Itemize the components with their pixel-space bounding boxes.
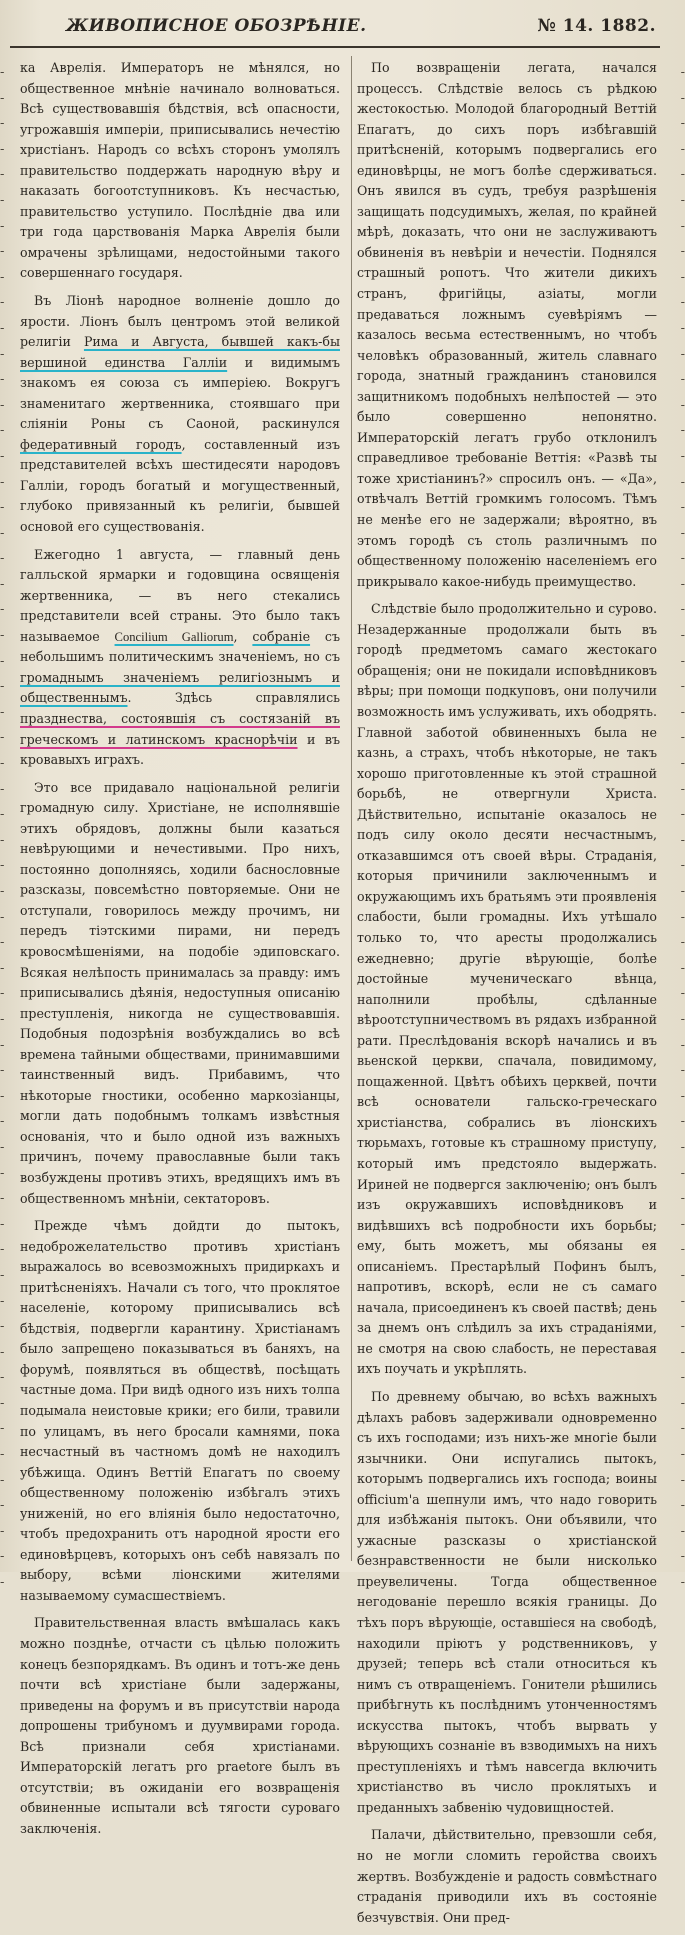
paragraph: Палачи, дѣйствительно, превзошли себя, но не могли сломить геройства своихъ жертвъ. Возбужденіе и радость совмѣстнаго страданія приводили ихъ въ состояніе безчувствія. Они пред- — [357, 1827, 657, 1925]
paragraph: ка Аврелія. Императоръ не мѣнялся, но общественное мнѣніе начинало волноваться. Всѣ существовавшія бѣдствія, всѣ опасности, угрожавшія имперіи, приписывались нечестію христіанъ. Народъ со всѣхъ сторонъ умолялъ правительство поддержать народную вѣру и наказать богоотступниковъ. Къ несчастью, правительство уступило. Послѣдніе два или три года царствованія Марка Аврелія были омрачены зрѣлищами, недостойными такого совершеннаго государя. — [20, 60, 340, 281]
page-header — [66, 16, 656, 42]
underlined-phrase: Рима и Августа, бывшей какъ-бы вершиной единства Галліи — [20, 334, 340, 370]
column-divider — [351, 56, 352, 1561]
right-margin-fragments: - - - - - - - - - - - - - - - - - - - - - - - - - - - - - - - - - - - - - - - - - - - - - - - - - - - - - - - - - - - - — [680, 65, 685, 1591]
underlined-phrase: празднества, состоявшія съ состязаній въ греческомъ и латинскомъ краснорѣчіи — [20, 710, 340, 747]
paragraph: Это все придавало національной религіи громадную силу. Христіане, не исполнявшіе этихъ обрядовъ, должны были казаться невѣрующими и нечестивыми. Про нихъ, постоянно дополняясь, ходили баснословные разсказы, повсемѣстно повторяемые. Они не отступали, говорилось между прочимъ, ни передъ тіэтскими пирами, ни передъ кровосмѣшеніями, на подобіе эдиповскаго. Всякая нелѣпость принималась за правду: имъ приписывались дѣянія, недоступныя описанію преступленія, никогда не существовавшія. Подобныя подозрѣнія возбуждались во всѣ времена тайными обществами, принимавшими таинственный видъ. Прибавимъ, что нѣкоторые гностики, особенно маркозіанцы, могли дать подобнымъ толкамъ извѣстныя основанія, что и было одной изъ важныхъ причинъ, почему православные были такъ возбуждены противъ этихъ, вредящихъ имъ въ общественномъ мнѣніи, сектаторовъ. — [20, 779, 340, 1206]
paragraph: По древнему обычаю, во всѣхъ важныхъ дѣлахъ рабовъ задерживали одновременно съ ихъ господами; изъ нихъ-же многіе были язычники. Они испугались пытокъ, которымъ подвергались ихъ господа; воины officium'а шепнули имъ, что надо говорить для избѣжанія пытокъ. Они объявили, что ужасные разсказы о христіанской безнравственности не были нисколько преувеличены. Тогда общественное негодованіе перешло всякія границы. До тѣхъ поръ вѣрующіе, оставшіеся на свободѣ, находили пріютъ у родственниковъ, у друзей; теперь всѣ стали относиться къ нимъ съ отвращеніемъ. Гонители рѣшились прибѣгнуть къ послѣднимъ утонченностямъ искусства пытокъ, чтобъ вырвать у вѣрующихъ сознаніе въ взводимыхъ на нихъ преступленіяхъ и тѣмъ навсегда включить христіанство въ число проклятыхъ и преданныхъ забвенію чудовищностей. — [357, 1389, 657, 1815]
publication-title: ЖИВОПИСНОЕ ОБОЗРѢНІЕ. — [66, 16, 367, 36]
left-column — [20, 58, 340, 1846]
paragraph: Слѣдствіе было продолжительно и сурово. Незадержанные продолжали быть въ городѣ предметомъ самаго жестокаго обращенія; они не покидали исповѣдниковъ вѣры; при помощи подкуповъ, они получили возможность имъ услуживать, ихъ ободрять. Главной заботой обвиненныхъ была не казнь, а страхъ, чтобъ нѣкоторые, не такъ хорошо приготовленные къ этой страшной борьбѣ, не отвергнули Христа. Дѣйствительно, испытаніе оказалось не подъ силу около десяти несчастнымъ, отказавшимся отъ своей вѣры. Страданія, которыя причинили заключеннымъ и окружающимъ ихъ братьямъ эти проявленія слабости, были громадны. Ихъ утѣшало только то, что аресты продолжались ежедневно; другіе вѣрующіе, болѣе достойные мученическаго вѣнца, наполнили пробѣлы, сдѣланные вѣроотступничествомъ въ рядахъ избранной рати. Преслѣдованія вскорѣ начались и въ вьенской церкви, спачала, повидимому, пощаженной. Цвѣтъ обѣихъ церквей, почти всѣ основатели гальско-греческаго христіанства, собрались въ ліонскихъ тюрьмахъ, готовые къ страшному приступу, который имъ предстояло выдержать. Ириней не подвергся заключенію; онъ былъ изъ окружавшихъ исповѣдниковъ и видѣвшихъ всѣ подробности ихъ борьбы; ему, быть можетъ, мы обязаны ея описаніемъ. Престарѣлый Пофинъ былъ, напротивъ, вскорѣ, если не съ самаго начала, присоединенъ къ своей паствѣ; день за днемъ онъ слѣдилъ за ихъ страданіями, не смотря на свою слабость, не переставая ихъ поучать и укрѣплять. — [357, 601, 657, 1377]
paragraph: Правительственная власть вмѣшалась какъ можно позднѣе, отчасти съ цѣлью положить конецъ безпорядкамъ. Въ одинъ и тотъ-же день почти всѣ христіане были задержаны, приведены на форумъ и въ присутствіи народа допрошены трибуномъ и дуумвирами города. Всѣ признали себя христіанами. Императорскій легатъ pro praetore былъ въ отсутствіи; въ ожиданіи его возвращенія обвиненные испытали всѣ тягости суроваго заключенія. — [20, 1615, 340, 1836]
underlined-phrase: собраніе — [252, 628, 311, 644]
paragraph: Въ Ліонѣ народное волненіе дошло до ярости. Ліонъ былъ центромъ этой великой религіи Рима и Августа, бывшей какъ-бы вершиной единства Галліи и видимымъ знакомъ ея союза съ имперіею. Вокругъ знаменитаго жертвенника, стоявшаго при сліяніи Роны съ Саоной, раскинулся федеративный городъ, составленный изъ представителей всѣхъ шестидесяти народовъ Галліи, городъ богатый и могущественный, глубоко привязанный къ религіи, бывшей основой его существованія. — [20, 293, 340, 535]
underlined-phrase: федеративный городъ — [20, 436, 182, 452]
underlined-phrase: Concilium Galliorum — [114, 629, 234, 644]
right-column — [357, 58, 657, 1935]
paragraph: Прежде чѣмъ дойдти до пытокъ, недоброжелательство противъ христіанъ выражалось во всевозможныхъ придиркахъ и притѣсненіяхъ. Начали съ того, что проклятое населеніе, которому приписывались всѣ бѣдствія, подвергли карантину. Христіанамъ было запрещено показываться въ баняхъ, на форумѣ, появляться въ обществѣ, посѣщать частные дома. При видѣ одного изъ нихъ толпа подымала неистовые крики; его били, травили по улицамъ, въ него бросали камнями, пока несчастный въ частномъ домѣ не находилъ убѣжища. Одинъ Веттій Епагатъ по своему общественному положенію избѣгалъ этихъ униженій, но его вліянія было недостаточно, чтобъ предохранить отъ народной ярости его единовѣрцевъ, которыхъ онъ себѣ навязалъ по выбору, всѣми ліонскими жителями называемому сумасшествіемъ. — [20, 1218, 340, 1603]
left-margin-fragments: - - - - - - - - - - - - - - - - - - - - - - - - - - - - - - - - - - - - - - - - - - - - - - - - - - - - - - - - - - - - — [0, 65, 5, 1591]
paragraph: Ежегодно 1 августа, — главный день галльской ярмарки и годовщина освященія жертвенника, — въ него стекались представители всей страны. Это было такъ называемое Concilium Galliorum, собраніе съ небольшимъ политическимъ значеніемъ, но съ громаднымъ значеніемъ религіознымъ и общественнымъ. Здѣсь справлялись празднества, состоявшія съ состязаній въ греческомъ и латинскомъ краснорѣчіи и въ кровавыхъ играхъ. — [20, 546, 340, 768]
issue-number: № 14. 1882. — [537, 16, 656, 36]
paragraph: По возвращеніи легата, начался процессъ. Слѣдствіе велось съ рѣдкою жестокостью. Молодой благородный Веттій Епагатъ, до сихъ поръ избѣгавшій притѣсненій, которымъ подвергались его единовѣрцы, не могъ болѣе сдерживаться. Онъ явился въ судъ, требуя разрѣшенія защищать подсудимыхъ, желая, по крайней мѣрѣ, доказать, что они не заслуживаютъ обвиненія въ невѣріи и нечестіи. Поднялся страшный ропотъ. Что жители дикихъ странъ, фригійцы, азіаты, могли предаваться ложнымъ суевѣріямъ — казалось весьма естественнымъ, но чтобъ человѣкъ образованный, житель славнаго города, знатный гражданинъ становился защитникомъ подобныхъ нелѣпостей — это было совершенно непонятно. Императорскій легатъ грубо отклонилъ справедливое требованіе Веттія: «Развѣ ты тоже христіанинъ?» спросилъ онъ. — «Да», отвѣчалъ Веттій громкимъ голосомъ. Тѣмъ не менѣе его не задержали; вѣроятно, въ этомъ городѣ съ столь различнымъ по общественному положенію населеніемъ его прикрывало какое-нибудь преимущество. — [357, 60, 657, 589]
header-rule — [10, 46, 660, 48]
underlined-phrase: громаднымъ значеніемъ религіознымъ и общественнымъ — [20, 669, 340, 706]
